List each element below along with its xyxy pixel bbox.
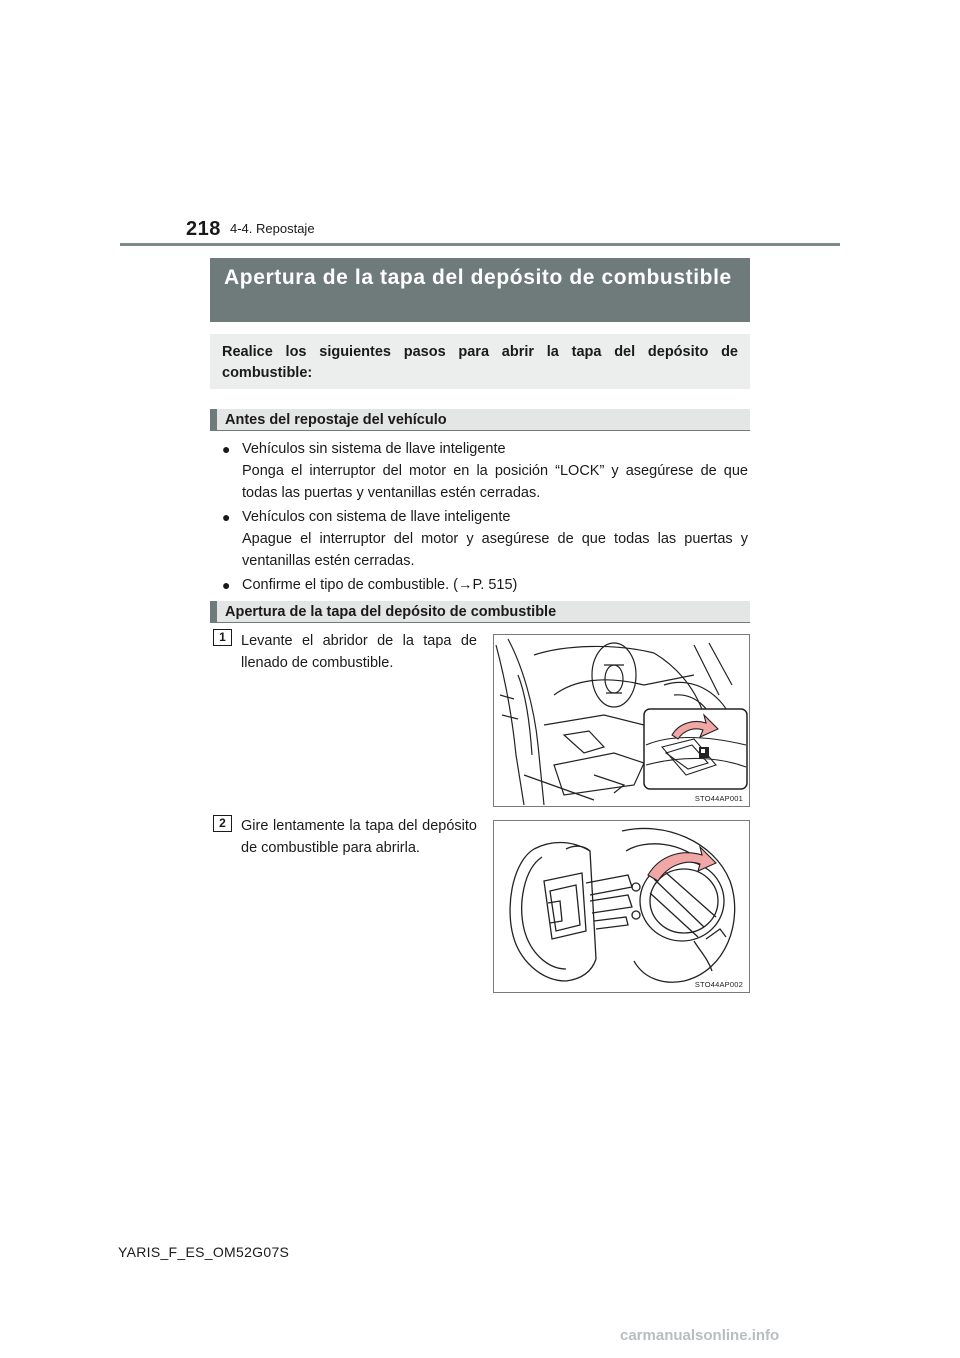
- watermark: carmanualsonline.info: [620, 1327, 780, 1344]
- bullet-list: [222, 438, 748, 598]
- fuel-cap-illustration-icon: [494, 821, 749, 992]
- main-heading: Apertura de la tapa del depósito de combustible: [210, 258, 750, 322]
- figure-fuel-cap: [493, 820, 750, 993]
- step-number-2: 2: [213, 815, 232, 832]
- step-2-text: Gire lentamente la tapa del depósito de combustible para abrirla.: [241, 818, 477, 856]
- step-number-1: 1: [213, 629, 232, 646]
- step-1-text: Levante el abridor de la tapa de llenado de combustible.: [241, 633, 477, 671]
- page-number: 218: [186, 218, 221, 240]
- bullet-text: Apague el interruptor del motor y asegúrese de que todas las puertas y ventanillas estén cerradas.: [242, 531, 748, 569]
- bullet-item: [222, 574, 748, 596]
- figure-code: STO44AP002: [694, 980, 743, 989]
- bullet-item: [222, 506, 748, 572]
- header-rule: [120, 243, 840, 246]
- fuel-door-opener-illustration-icon: [494, 635, 749, 806]
- subheading-before-refuel: Antes del repostaje del vehículo: [210, 409, 750, 431]
- figure-fuel-door-opener: [493, 634, 750, 807]
- subheading-opening: Apertura de la tapa del depósito de combustible: [210, 601, 750, 623]
- bullet-icon: ●: [222, 577, 231, 593]
- bullet-title: Vehículos con sistema de llave inteligente: [242, 509, 511, 525]
- bullet-item: [222, 438, 748, 504]
- manual-code: YARIS_F_ES_OM52G07S: [118, 1244, 290, 1260]
- figure-code: STO44AP001: [694, 794, 743, 803]
- bullet-text: Ponga el interruptor del motor en la posición “LOCK” y asegúrese de que todas las puertas y ventanillas estén cerradas.: [242, 463, 748, 501]
- bullet-icon: ●: [222, 441, 231, 457]
- section-label: 4-4. Repostaje: [230, 221, 315, 236]
- bullet-title: Vehículos sin sistema de llave inteligente: [242, 441, 506, 457]
- intro-text: Realice los siguientes pasos para abrir la tapa del depósito de combustible:: [210, 334, 750, 389]
- bullet-title: Confirme el tipo de combustible. (→P. 515): [242, 577, 518, 593]
- bullet-icon: ●: [222, 509, 231, 525]
